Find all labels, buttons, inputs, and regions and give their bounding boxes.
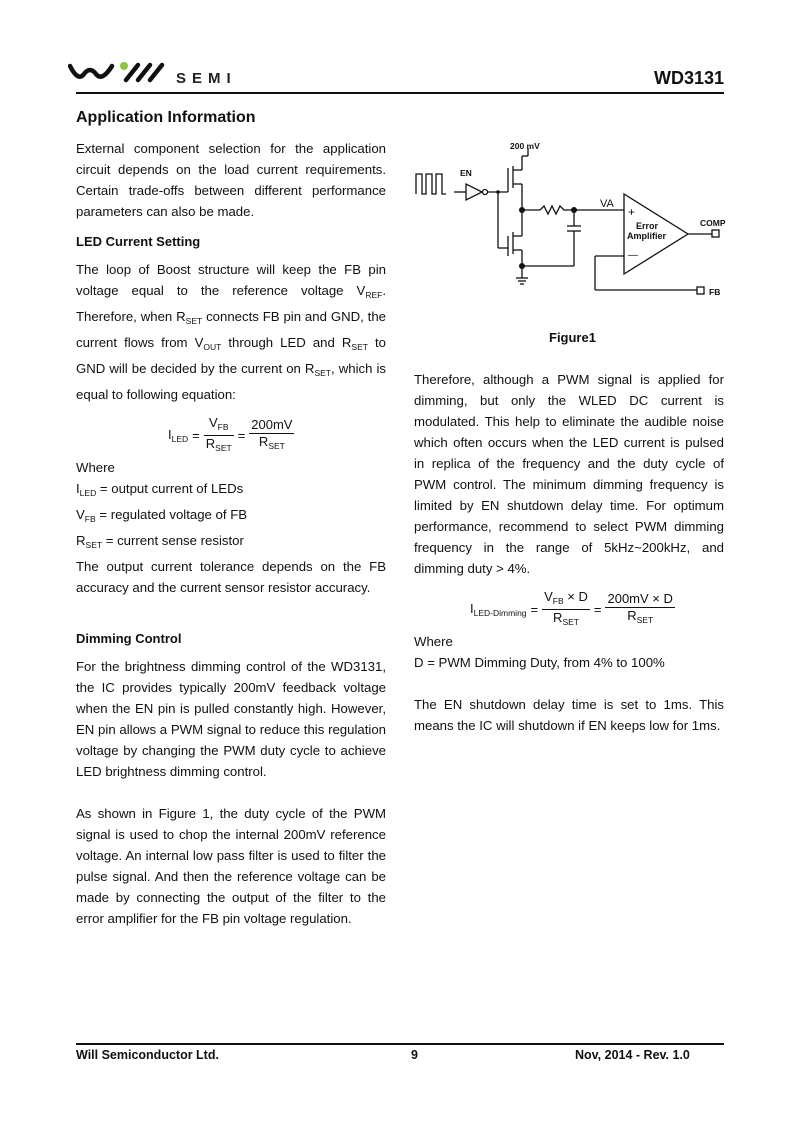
part-number: WD3131 [653,68,724,88]
resistor [540,206,574,214]
dimming-equation: $I_{LED-Dimming}$ = $\frac{V_{FB} \times D}{R_{SET}}$ = $\frac{200mV \times D}{R_{SET}}$ [470,588,673,627]
def-vfb: $V_{FB}$ = regulated voltage of FB [76,507,248,524]
section-title: Application Information [76,109,256,126]
dimming-paragraph-1: For the brightness dimming control of the WD3131, the IC provides typically 200mV feedback voltage when the EN pin is pulled constantly high. However, EN pin allows a PWM signal to reduce this regulation voltage by changing the PWM duty cycle to achieve LED brightness dimming control. [76,659,386,779]
def-d: D = PWM Dimming Duty, from 4% to 100% [414,655,665,670]
led-current-heading: LED Current Setting [76,234,201,249]
logo-text: SEMI [176,70,237,87]
header [0,0,800,100]
label-minus: — [628,250,638,261]
footer-page-number: 9 [411,1048,418,1062]
led-current-equation: $I_{LED}$ = $\frac{V_{FB}}{R_{SET}}$ = $\frac{200mV}{R_{SET}}$ [168,414,293,453]
where-label-right: Where [414,634,453,649]
def-iled: $I_{LED}$ = output current of LEDs [76,481,244,498]
dimming-explanation-paragraph: Therefore, although a PWM signal is applied for dimming, but only the WLED DC current is modulated. This help to eliminate the audible noise which often occurs when the LED current is pulsed in replica of the frequency and the duty cycle of PWM control. The minimum dimming frequency is limited by EN shutdown delay time. For optimum performance, recommend to select PWM dimming frequency in the range of 5kHz~200kHz, and dimming duty > 4%. [414,372,724,576]
label-error: Error [636,221,659,231]
en-buffer [466,184,482,200]
label-en: EN [460,168,472,178]
label-fb: FB [709,287,721,297]
where-label: Where [76,460,115,475]
will-semi-logo [68,60,168,86]
label-comp: COMP [700,218,726,228]
left-column [76,138,386,929]
label-plus: + [628,205,636,219]
label-amplifier: Amplifier [627,231,667,241]
shutdown-paragraph: The EN shutdown delay time is set to 1ms. This means the IC will shutdown if EN keeps low for 1ms. [414,697,724,733]
figure-caption: Figure1 [549,330,596,345]
label-va: VA [600,198,614,210]
led-current-paragraph: The loop of Boost structure will keep the FB pin voltage equal to the reference voltage $V_{REF}$. Therefore, when $R_{SET}$ connects FB pin and GND, the current flows from $V_{OUT}$ through LED and $R_{SET}$ to GND will be decided by the current on $R_{SET}$, which is equal to following equation: [76,262,387,402]
footer-rule [76,1043,724,1045]
def-rset: $R_{SET}$ = current sense resistor [76,533,244,550]
dimming-paragraph-2: As shown in Figure 1, the duty cycle of the PWM signal is used to chop the internal 200mV reference voltage. An internal low pass filter is used to filter the pulse signal. And then the reference voltage can be made by connecting the output of the filter to the error amplifier for the FB pin voltage regulation. [76,806,386,926]
footer-revision: Nov, 2014 - Rev. 1.0 [575,1048,690,1062]
dimming-heading: Dimming Control [76,631,182,646]
right-column [414,369,724,736]
tolerance-paragraph: The output current tolerance depends on the FB accuracy and the current sensor resistor accuracy. [76,559,386,595]
label-200mv: 200 mV [510,141,540,151]
header-rule [76,92,724,94]
footer-company: Will Semiconductor Ltd. [76,1048,219,1062]
figure-1-circuit [410,138,730,303]
pwm-waveform [416,174,446,194]
intro-paragraph: External component selection for the application circuit depends on the load current requirements. Certain trade-offs between different performance parameters can also be made. [76,141,386,219]
